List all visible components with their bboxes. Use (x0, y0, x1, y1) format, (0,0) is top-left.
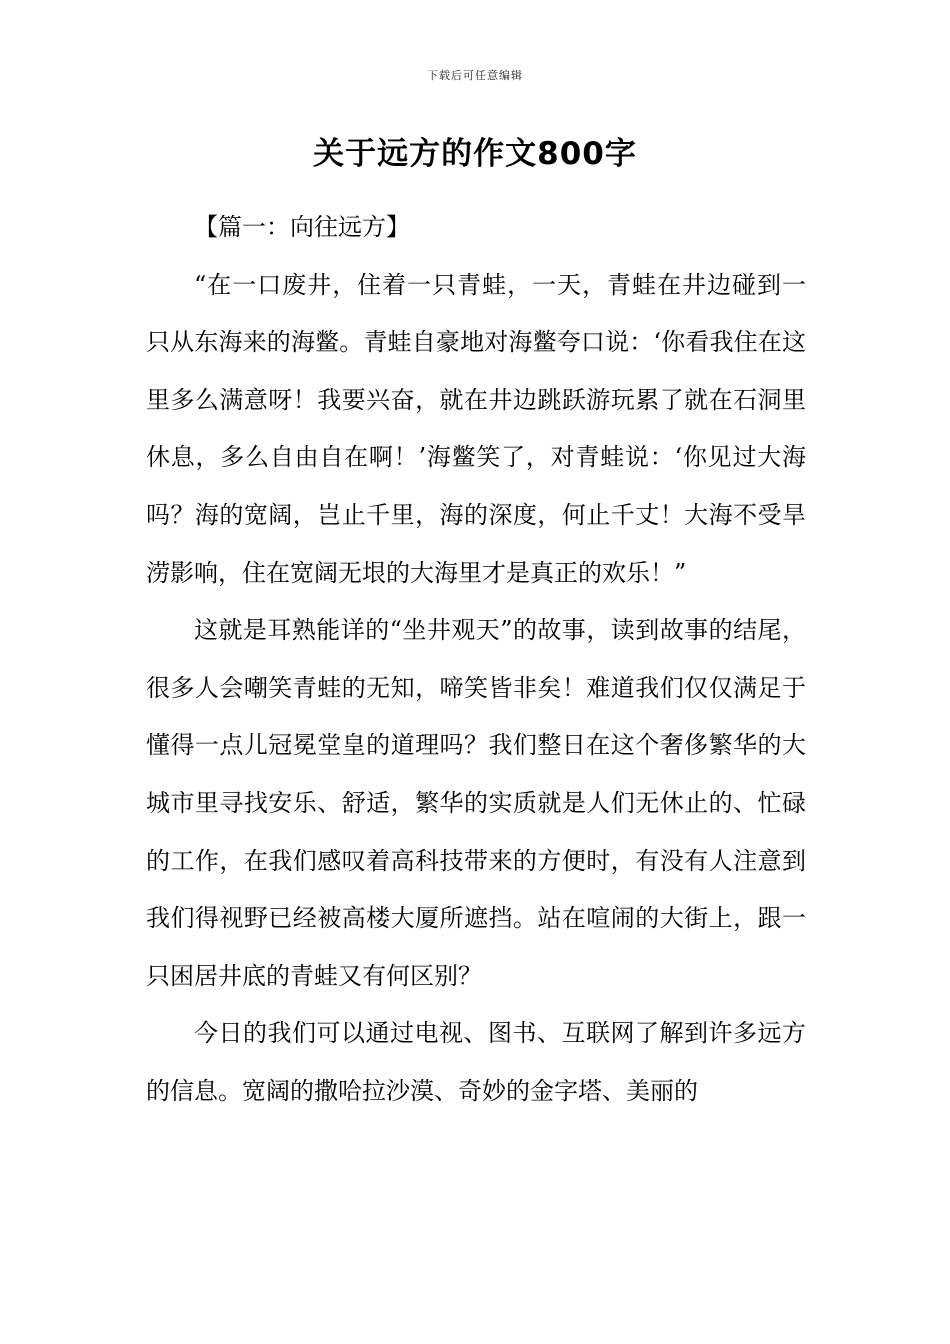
paragraph-3: 今日的我们可以通过电视、图书、互联网了解到许多远方的信息。宽阔的撒哈拉沙漠、奇妙的金字塔、美丽的 (146, 1019, 806, 1105)
section-heading: 【篇一：向往远方】 (194, 213, 410, 241)
document-title: 关于远方的作文800字 (313, 136, 637, 172)
document-body (146, 199, 806, 1121)
paragraph-2: 这就是耳熟能详的“坐井观天”的故事，读到故事的结尾，很多人会嘲笑青蛙的无知，啼笑皆非矣！难道我们仅仅满足于懂得一点儿冠冕堂皇的道理吗？我们整日在这个奢侈繁华的大城市里寻找安乐、舒适，繁华的实质就是人们无休止的、忙碌的工作，在我们感叹着高科技带来的方便时，有没有人注意到我们得视野已经被高楼大厦所遮挡。站在喧闹的大街上，跟一只困居井底的青蛙又有何区别？ (146, 616, 806, 990)
paragraph-1: “在一口废井，住着一只青蛙，一天，青蛙在井边碰到一只从东海来的海鳖。青蛙自豪地对海鳖夸口说：‘你看我住在这里多么满意呀！我要兴奋，就在井边跳跃游玩累了就在石洞里休息，多么自由自在啊！’海鳖笑了，对青蛙说：‘你见过大海吗？海的宽阔，岂止千里，海的深度，何止千丈！大海不受旱涝影响，住在宽阔无垠的大海里才是真正的欢乐！” (146, 270, 806, 587)
header-note: 下载后可任意编辑 (427, 69, 523, 82)
